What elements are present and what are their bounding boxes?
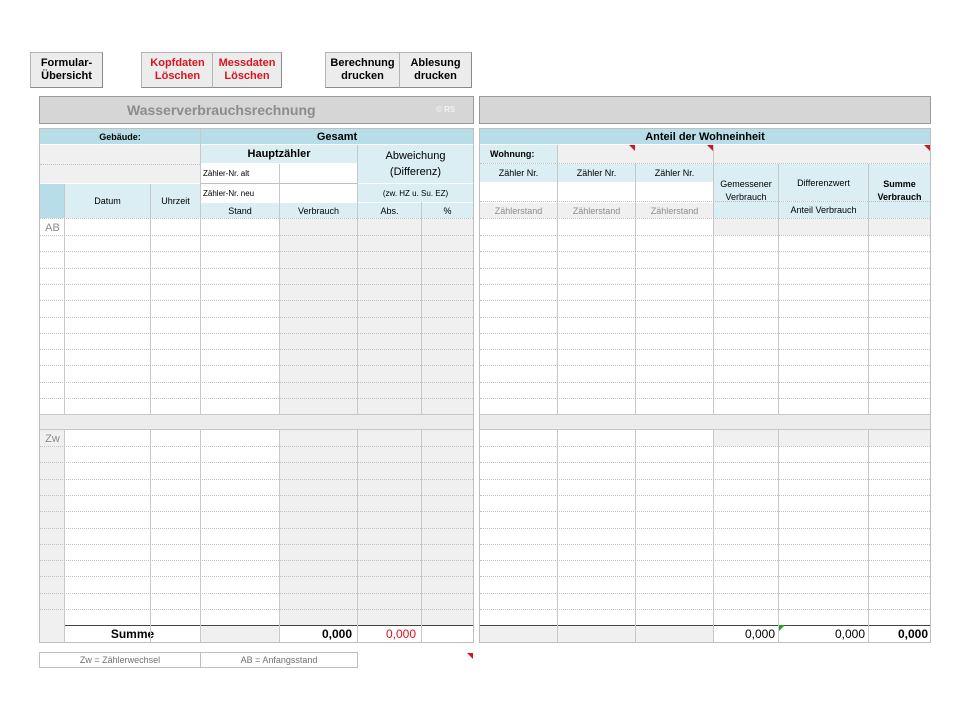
summe-gemessen: 0,000 (714, 625, 778, 642)
zaehler-nr-2: Zähler Nr. (558, 164, 635, 182)
differenzwert-header: Differenzwert (779, 164, 868, 201)
summe-differenz: 0,000 (779, 625, 868, 642)
hauptzaehler-label: Hauptzähler (201, 145, 357, 163)
berechnung-drucken-button[interactable]: Berechnung drucken (325, 52, 400, 88)
comment-marker (779, 625, 785, 631)
summe-total: 0,000 (869, 625, 930, 642)
gesamt-label: Gesamt (201, 129, 473, 144)
copyright-label: © RS (436, 105, 456, 114)
legend-ab: AB = Anfangsstand (240, 654, 318, 665)
col-stand: Stand (201, 203, 279, 218)
zaehlerstand-3: Zählerstand (636, 203, 713, 218)
zaehler-nr-1-input[interactable] (480, 183, 557, 202)
wohnung-input[interactable] (558, 145, 930, 163)
anteil-label: Anteil der Wohneinheit (480, 129, 930, 144)
right-summe-empty (480, 625, 713, 642)
col-abs: Abs. (358, 203, 421, 218)
zaehler-nr-alt-input[interactable] (280, 164, 357, 183)
summe-verbrauch: 0,000 (280, 625, 357, 642)
summe-label: Summe (65, 625, 200, 642)
zaehler-nr-alt-label: Zähler-Nr. alt (203, 169, 250, 178)
kopfdaten-loeschen-button[interactable]: Kopfdaten Löschen (141, 52, 214, 88)
messdaten-loeschen-button[interactable]: Messdaten Löschen (212, 52, 282, 88)
col-uhrzeit: Uhrzeit (151, 184, 200, 218)
ablesung-drucken-button[interactable]: Ablesung drucken (399, 52, 472, 88)
summe-percent (422, 625, 473, 642)
summe-verbrauch-header: Summe Verbrauch (869, 164, 930, 218)
zaehlerstand-2: Zählerstand (558, 203, 635, 218)
col-verbrauch: Verbrauch (280, 203, 357, 218)
right-section-separator (480, 414, 930, 430)
col-datum: Datum (65, 184, 150, 218)
comment-marker (924, 145, 930, 151)
zaehlerstand-1: Zählerstand (480, 203, 557, 218)
formular-uebersicht-button[interactable]: Formular- Übersicht (30, 52, 103, 88)
comment-marker (467, 653, 473, 659)
gemessener-verbrauch-header: Gemessener Verbrauch (714, 164, 778, 218)
zaehler-nr-neu-input[interactable] (280, 184, 357, 202)
right-title-bar (479, 96, 931, 124)
zaehler-nr-2-input[interactable] (558, 183, 635, 202)
section-separator (40, 414, 473, 430)
row-marker-header (40, 184, 64, 218)
anteil-verbrauch-header: Anteil Verbrauch (779, 202, 868, 218)
legend-zw: Zw = Zählerwechsel (79, 654, 161, 665)
zaehler-nr-neu-label: Zähler-Nr. neu (203, 188, 255, 198)
zaehler-nr-3: Zähler Nr. (636, 164, 713, 182)
zaehler-nr-3-input[interactable] (636, 183, 713, 202)
summe-stand (201, 625, 279, 642)
abweichung-note: (zw. HZ u. Su. EZ) (358, 184, 473, 202)
row-ab-label: AB (45, 222, 60, 234)
abweichung-label: Abweichung (Differenz) (358, 145, 473, 183)
comment-marker (707, 145, 713, 151)
row-zw-label: Zw (45, 433, 60, 445)
col-percent: % (422, 203, 473, 218)
comment-marker (629, 145, 635, 151)
page-title: Wasserverbrauchsrechnung (127, 102, 316, 118)
gebaeude-label: Gebäude: (40, 129, 200, 144)
summe-abs: 0,000 (358, 625, 421, 642)
zaehler-nr-1: Zähler Nr. (480, 164, 557, 182)
wohnung-label: Wohnung: (480, 145, 557, 163)
